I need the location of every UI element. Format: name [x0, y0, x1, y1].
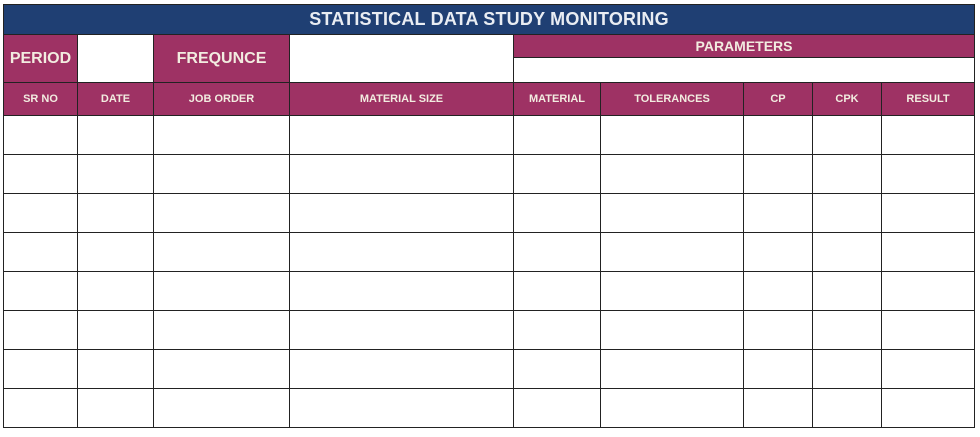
table-cell[interactable]: [4, 389, 78, 428]
table-cell[interactable]: [154, 155, 290, 194]
table-cell[interactable]: [813, 389, 882, 428]
table-cell[interactable]: [154, 116, 290, 155]
table-cell[interactable]: [290, 116, 514, 155]
table-row: [4, 350, 975, 389]
table-cell[interactable]: [4, 116, 78, 155]
table-cell[interactable]: [514, 272, 601, 311]
table-cell[interactable]: [813, 350, 882, 389]
table-cell[interactable]: [154, 389, 290, 428]
table-cell[interactable]: [813, 155, 882, 194]
table-cell[interactable]: [514, 233, 601, 272]
table-cell[interactable]: [813, 233, 882, 272]
table-cell[interactable]: [882, 389, 975, 428]
table-cell[interactable]: [744, 350, 813, 389]
table-cell[interactable]: [78, 389, 154, 428]
column-cpk: CPK: [813, 83, 882, 116]
table-cell[interactable]: [882, 155, 975, 194]
table-cell[interactable]: [154, 350, 290, 389]
table-cell[interactable]: [4, 155, 78, 194]
column-sr-no: SR NO: [4, 83, 78, 116]
table-cell[interactable]: [601, 155, 744, 194]
table-row: [4, 155, 975, 194]
table-cell[interactable]: [290, 389, 514, 428]
table-cell[interactable]: [882, 194, 975, 233]
table-cell[interactable]: [744, 155, 813, 194]
column-date: DATE: [78, 83, 154, 116]
table-cell[interactable]: [601, 350, 744, 389]
column-tolerances: TOLERANCES: [601, 83, 744, 116]
table-cell[interactable]: [78, 116, 154, 155]
table-cell[interactable]: [601, 311, 744, 350]
table-cell[interactable]: [514, 389, 601, 428]
table-cell[interactable]: [290, 155, 514, 194]
table-cell[interactable]: [78, 311, 154, 350]
column-result: RESULT: [882, 83, 975, 116]
table-cell[interactable]: [601, 272, 744, 311]
monitoring-sheet: [3, 4, 975, 428]
table-row: [4, 116, 975, 155]
parameters-value-cell[interactable]: [514, 58, 975, 83]
table-cell[interactable]: [154, 233, 290, 272]
table-cell[interactable]: [4, 350, 78, 389]
table-cell[interactable]: [882, 350, 975, 389]
table-cell[interactable]: [601, 194, 744, 233]
table-cell[interactable]: [744, 389, 813, 428]
table-cell[interactable]: [601, 389, 744, 428]
table-row: [4, 389, 975, 428]
table-cell[interactable]: [290, 194, 514, 233]
frequence-label: FREQUNCE: [154, 35, 290, 83]
table-cell[interactable]: [882, 116, 975, 155]
frequence-value-cell[interactable]: [290, 35, 514, 83]
table-cell[interactable]: [813, 194, 882, 233]
table-row: [4, 233, 975, 272]
table-cell[interactable]: [514, 116, 601, 155]
table-cell[interactable]: [744, 194, 813, 233]
table-cell[interactable]: [882, 272, 975, 311]
table-cell[interactable]: [154, 311, 290, 350]
table-cell[interactable]: [78, 350, 154, 389]
column-material-size: MATERIAL SIZE: [290, 83, 514, 116]
table-cell[interactable]: [813, 116, 882, 155]
table-cell[interactable]: [882, 311, 975, 350]
table-cell[interactable]: [290, 350, 514, 389]
column-header-row: [4, 83, 975, 116]
table-cell[interactable]: [744, 311, 813, 350]
table-cell[interactable]: [4, 311, 78, 350]
table-cell[interactable]: [290, 272, 514, 311]
table-cell[interactable]: [78, 272, 154, 311]
table-cell[interactable]: [514, 194, 601, 233]
table-cell[interactable]: [78, 233, 154, 272]
table-cell[interactable]: [78, 194, 154, 233]
column-material: MATERIAL: [514, 83, 601, 116]
table-cell[interactable]: [154, 272, 290, 311]
table-cell[interactable]: [744, 233, 813, 272]
table-cell[interactable]: [514, 350, 601, 389]
table-cell[interactable]: [601, 233, 744, 272]
table-cell[interactable]: [154, 194, 290, 233]
table-cell[interactable]: [882, 233, 975, 272]
table-cell[interactable]: [601, 116, 744, 155]
column-cp: CP: [744, 83, 813, 116]
table-row: [4, 272, 975, 311]
table-cell[interactable]: [290, 233, 514, 272]
table-cell[interactable]: [813, 272, 882, 311]
table-cell[interactable]: [813, 311, 882, 350]
table-row: [4, 194, 975, 233]
table-cell[interactable]: [4, 272, 78, 311]
column-job-order: JOB ORDER: [154, 83, 290, 116]
period-label: PERIOD: [4, 35, 78, 83]
parameters-header: PARAMETERS: [514, 35, 975, 58]
table-cell[interactable]: [744, 116, 813, 155]
table-cell[interactable]: [78, 155, 154, 194]
data-rows: [4, 116, 975, 428]
table-cell[interactable]: [290, 311, 514, 350]
table-cell[interactable]: [514, 155, 601, 194]
table-row: [4, 311, 975, 350]
sheet-title: STATISTICAL DATA STUDY MONITORING: [4, 5, 975, 35]
table-cell[interactable]: [744, 272, 813, 311]
table-cell[interactable]: [4, 233, 78, 272]
table-cell[interactable]: [514, 311, 601, 350]
table-cell[interactable]: [4, 194, 78, 233]
period-value-cell[interactable]: [78, 35, 154, 83]
